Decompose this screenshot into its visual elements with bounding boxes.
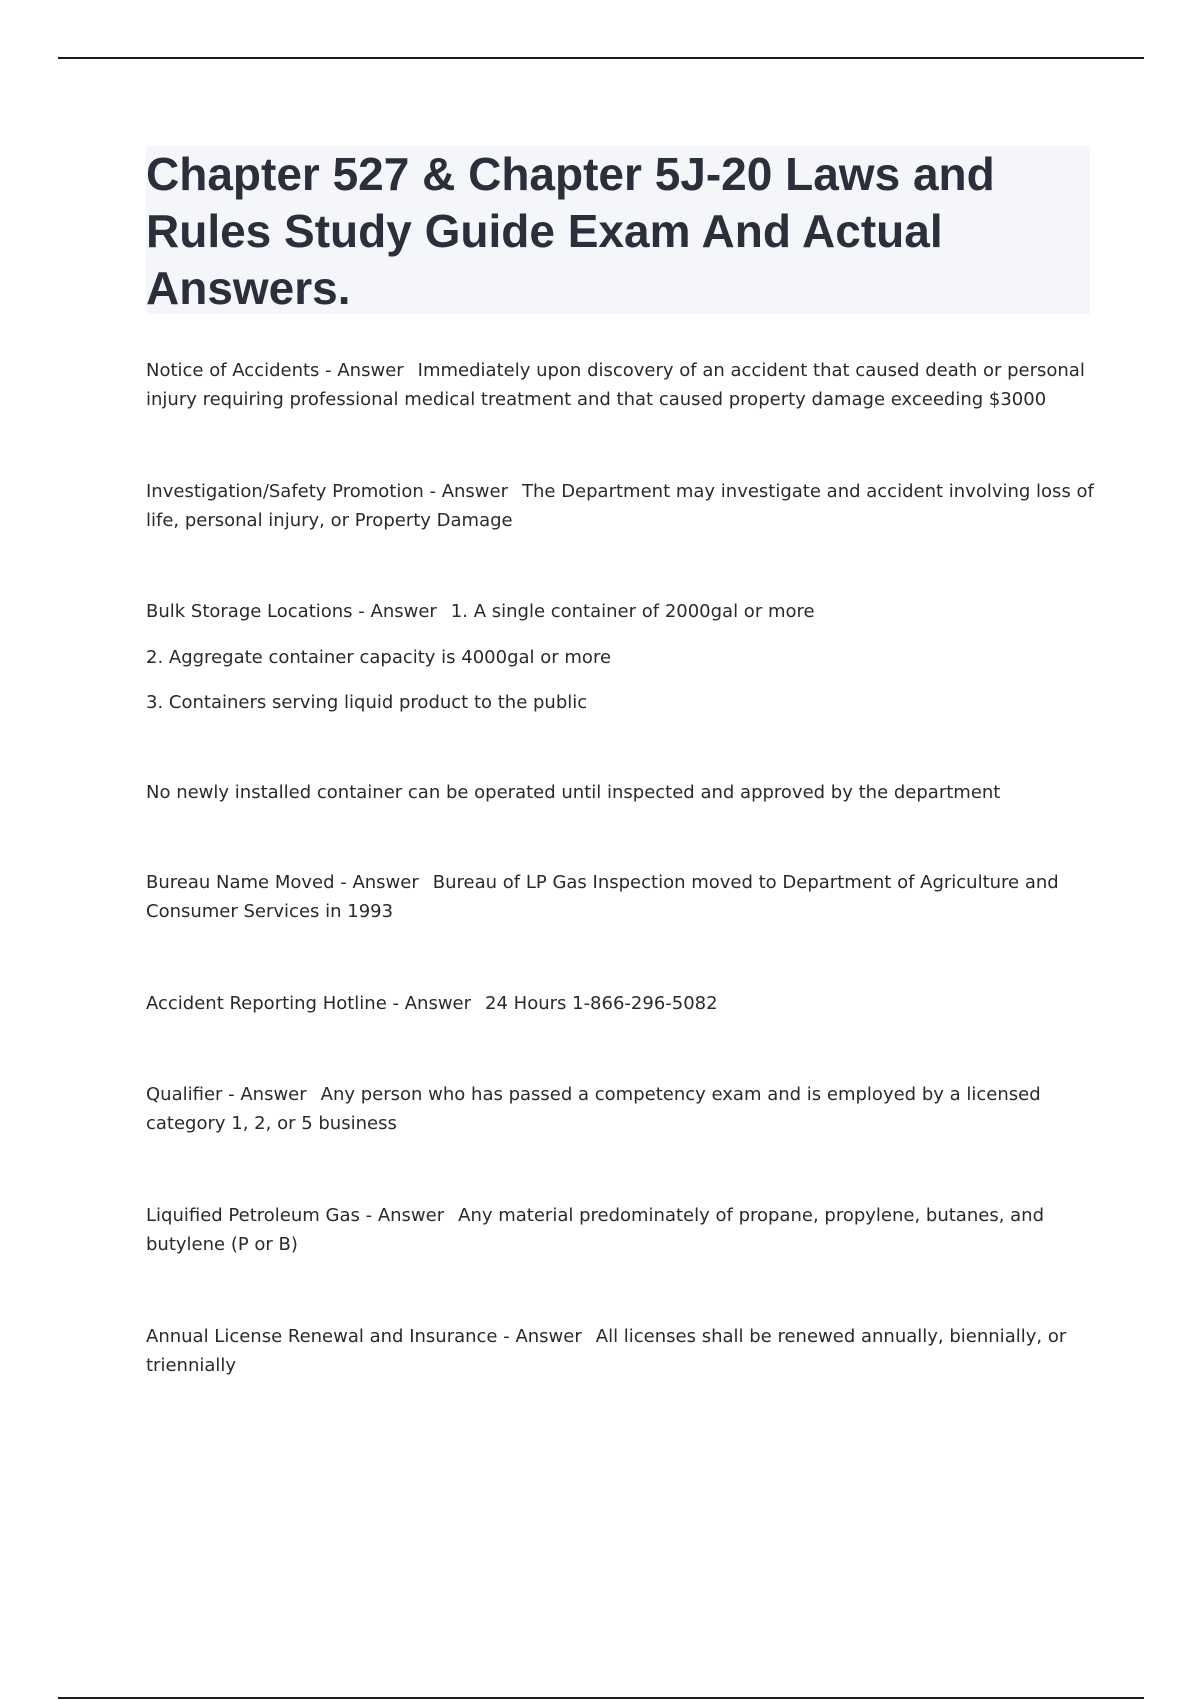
note-paragraph [146, 778, 1096, 807]
entry-term: Investigation/Safety Promotion - Answer [146, 481, 508, 502]
entry-answer: Bureau of LP Gas Inspection moved to Department of Agriculture and Consumer Services in 1993 [146, 872, 1059, 922]
entry-term: Bulk Storage Locations - Answer [146, 601, 437, 622]
entry-term: Accident Reporting Hotline - Answer [146, 993, 472, 1014]
entry-answer: 24 Hours 1-866-296-5082 [485, 993, 718, 1014]
qa-entry [146, 989, 1096, 1018]
top-divider [58, 57, 1144, 59]
entry-answer: Any material predominately of propane, propylene, butanes, and butylene (P or B) [146, 1205, 1045, 1255]
entry-answer: 1. A single container of 2000gal or more [450, 601, 815, 622]
entry-term: Liquified Petroleum Gas - Answer [146, 1205, 445, 1226]
qa-entry [146, 356, 1096, 414]
entry-answer: No newly installed container can be operated until inspected and approved by the department [146, 782, 1001, 803]
list-item [146, 643, 1096, 672]
entry-term: Qualifier - Answer [146, 1084, 307, 1105]
entry-answer: Any person who has passed a competency exam and is employed by a licensed category 1, 2, or 5 business [146, 1084, 1041, 1134]
entry-answer: Immediately upon discovery of an accident that caused death or personal injury requiring professional medical treatment and that caused property damage exceeding $3000 [146, 360, 1085, 410]
qa-entry [146, 1201, 1096, 1259]
entry-answer: 3. Containers serving liquid product to the public [146, 692, 588, 713]
qa-entry [146, 597, 1096, 626]
entry-answer: 2. Aggregate container capacity is 4000gal or more [146, 647, 612, 668]
entry-answer: All licenses shall be renewed annually, biennially, or triennially [146, 1326, 1067, 1376]
bottom-divider [58, 1697, 1144, 1699]
qa-entry [146, 868, 1096, 926]
qa-entry [146, 1322, 1096, 1380]
qa-entry [146, 477, 1096, 535]
qa-entry [146, 1080, 1096, 1138]
list-item [146, 688, 1096, 717]
entry-term: Bureau Name Moved - Answer [146, 872, 419, 893]
entry-answer: The Department may investigate and accident involving loss of life, personal injury, or Property Damage [146, 481, 1094, 531]
entry-term: Notice of Accidents - Answer [146, 360, 404, 381]
entry-term: Annual License Renewal and Insurance - Answer [146, 1326, 582, 1347]
document-title: Chapter 527 & Chapter 5J-20 Laws and Rules Study Guide Exam And Actual Answers. [146, 148, 995, 314]
